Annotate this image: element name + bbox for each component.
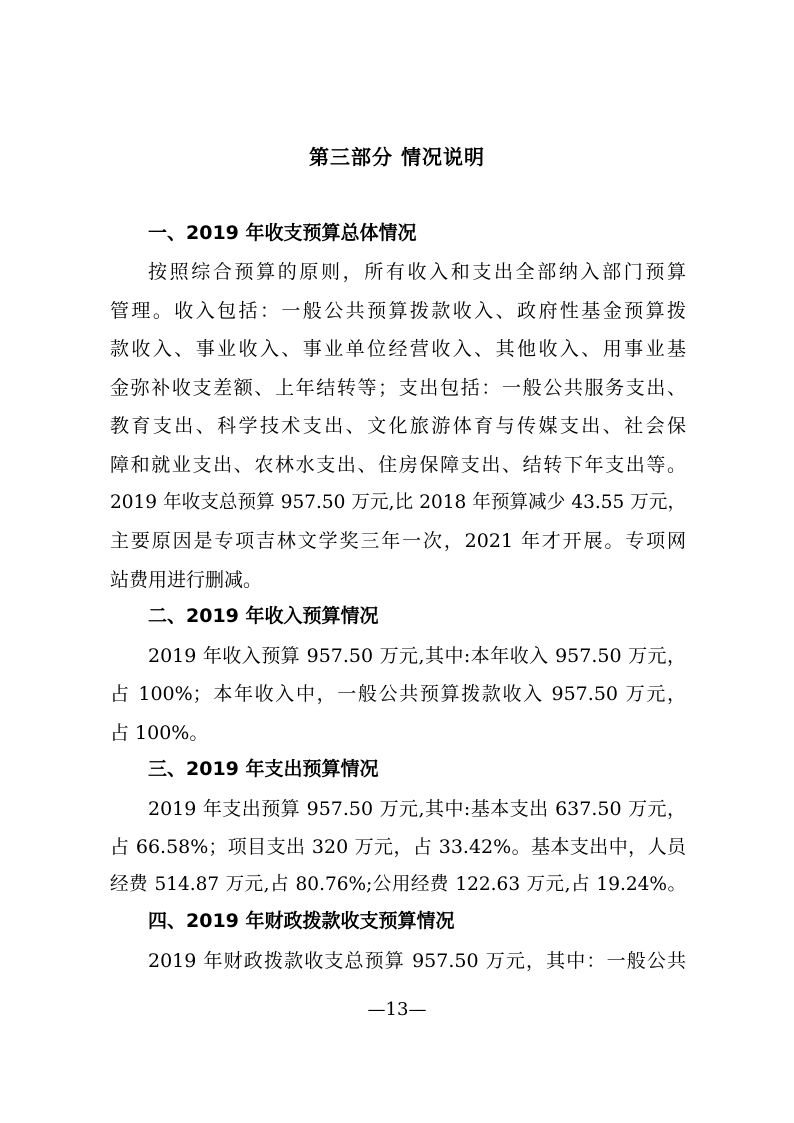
paragraph-line: 占 100%。 [110,722,209,744]
paragraph-line: 2019 年支出预算 957.50 万元,其中:基本支出 637.50 万元， [148,798,686,820]
paragraph-line: 款收入、事业收入、事业单位经营收入、其他收入、用事业基 [110,338,686,360]
paragraph-line: 主要原因是专项吉林文学奖三年一次，2021 年才开展。专项网 [110,530,686,552]
paragraph-line: 2019 年收支总预算 957.50 万元,比 2018 年预算减少 43.55 万元， [110,492,686,513]
section-heading: 一、2019 年收支预算总体情况 [148,222,417,244]
paragraph-line: 占 66.58%；项目支出 320 万元，占 33.42%。基本支出中，人员 [110,836,686,858]
paragraph-line: 教育支出、科学技术支出、文化旅游体育与传媒支出、社会保 [110,415,686,437]
paragraph-line: 2019 年财政拨款收支总预算 957.50 万元，其中：一般公共 [148,950,686,972]
paragraph-line: 金弥补收支差额、上年结转等；支出包括：一般公共服务支出、 [110,377,686,399]
paragraph-line: 管理。收入包括：一般公共预算拨款收入、政府性基金预算拨 [110,300,686,322]
section-heading: 三、2019 年支出预算情况 [148,758,379,780]
paragraph-line: 按照综合预算的原则，所有收入和支出全部纳入部门预算 [148,261,686,283]
page-number: —13— [367,999,427,1020]
page-title: 第三部分 情况说明 [309,145,485,169]
paragraph-line: 站费用进行删减。 [110,569,263,591]
paragraph-line: 2019 年收入预算 957.50 万元,其中:本年收入 957.50 万元， [148,645,686,667]
paragraph-line: 经费 514.87 万元,占 80.76%;公用经费 122.63 万元,占 19.24%。 [110,874,686,895]
paragraph-line: 占 100%；本年收入中，一般公共预算拨款收入 957.50 万元， [110,683,686,705]
section-heading: 二、2019 年收入预算情况 [148,605,379,627]
paragraph-line: 障和就业支出、农林水支出、住房保障支出、结转下年支出等。 [110,454,686,476]
section-heading: 四、2019 年财政拨款收支预算情况 [148,910,455,932]
